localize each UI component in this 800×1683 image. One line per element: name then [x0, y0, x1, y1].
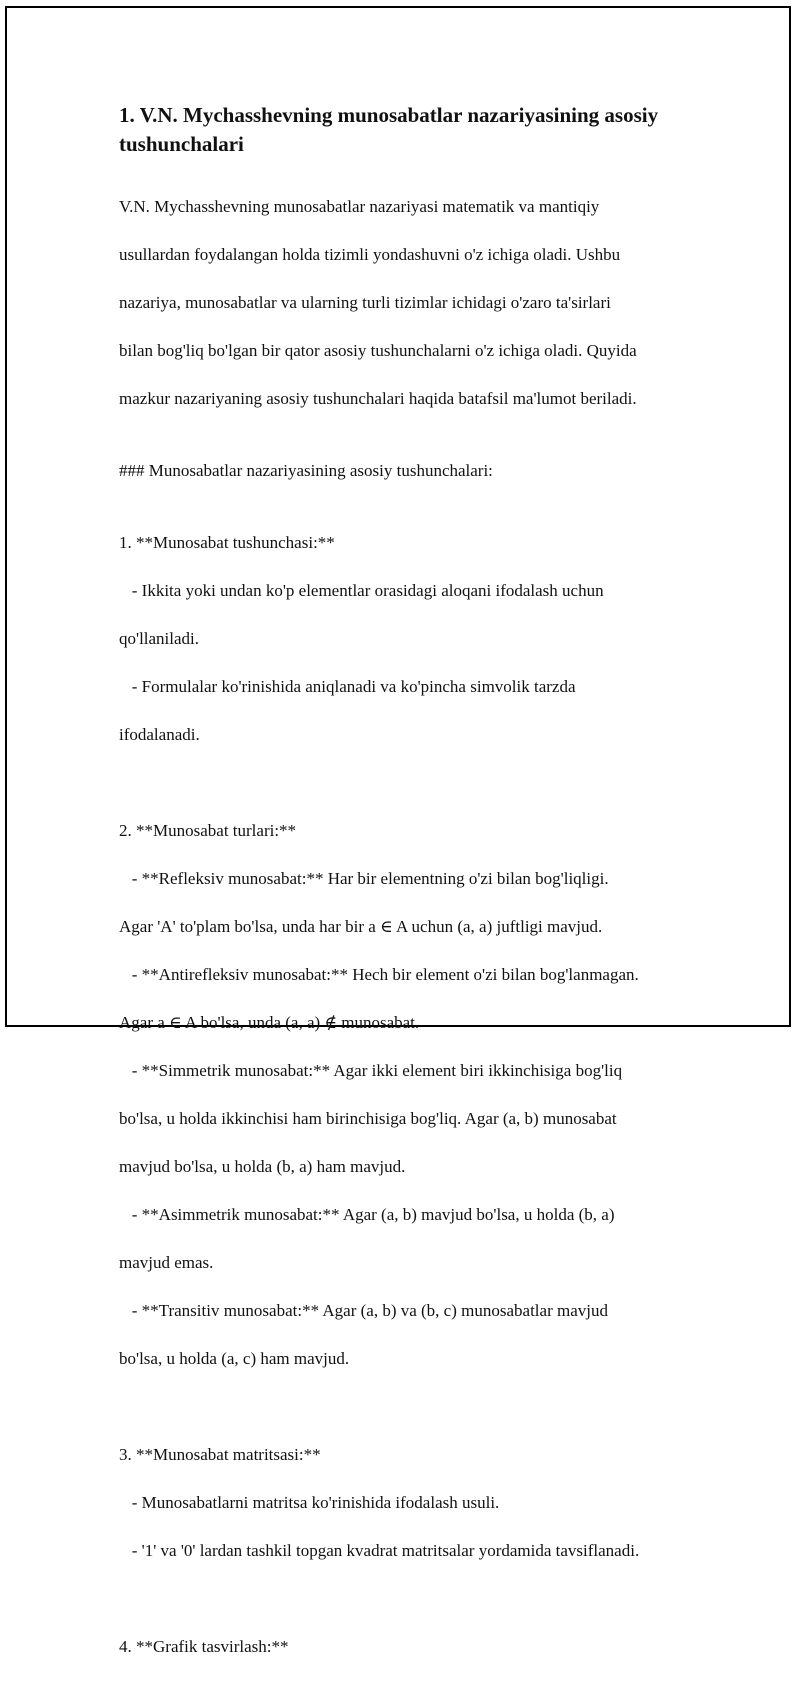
section-line: ifodalanadi. [119, 725, 200, 744]
spacer [119, 435, 719, 459]
intro-paragraph [119, 171, 719, 435]
section-line: - **Antirefleksiv munosabat:** Hech bir element o'zi bilan bog'lanmagan. [119, 965, 639, 984]
section-line: bo'lsa, u holda ikkinchisi ham birinchisiga bog'liq. Agar (a, b) munosabat [119, 1109, 617, 1128]
document-content [119, 101, 719, 1683]
section-munosabat-tushunchasi [119, 507, 719, 771]
section-munosabat-turlari [119, 795, 719, 1395]
intro-line: nazariya, munosabatlar va ularning turli tizimlar ichidagi o'zaro ta'sirlari [119, 293, 611, 312]
section-line: - **Simmetrik munosabat:** Agar ikki element biri ikkinchisiga bog'liq [119, 1061, 623, 1080]
subheading: ### Munosabatlar nazariyasining asosiy tushunchalari: [119, 461, 493, 480]
section-line: 4. **Grafik tasvirlash:** [119, 1637, 289, 1656]
section-line: 1. **Munosabat tushunchasi:** [119, 533, 335, 552]
spacer [119, 1587, 719, 1611]
document-title: 1. V.N. Mychasshevning munosabatlar nazariyasining asosiy tushunchalari [119, 103, 659, 156]
section-grafik-tasvirlash [119, 1611, 719, 1683]
section-line: Agar 'A' to'plam bo'lsa, unda har bir a ∈ A uchun (a, a) juftligi mavjud. [119, 917, 603, 936]
spacer [119, 1395, 719, 1419]
section-line: 3. **Munosabat matritsasi:** [119, 1445, 321, 1464]
intro-line: V.N. Mychasshevning munosabatlar nazariyasi matematik va mantiqiy [119, 197, 600, 216]
section-munosabat-matritsasi [119, 1419, 719, 1587]
section-line: - Munosabatlarni matritsa ko'rinishida ifodalash usuli. [119, 1493, 500, 1512]
spacer [119, 483, 719, 507]
section-line: qo'llaniladi. [119, 629, 200, 648]
section-line: - **Refleksiv munosabat:** Har bir elementning o'zi bilan bog'liqligi. [119, 869, 609, 888]
document-page [5, 6, 791, 1656]
spacer [119, 771, 719, 795]
intro-line: usullardan foydalangan holda tizimli yondashuvni o'z ichiga oladi. Ushbu [119, 245, 621, 264]
intro-line: mazkur nazariyaning asosiy tushunchalari haqida batafsil ma'lumot beriladi. [119, 389, 637, 408]
section-line: - Ikkita yoki undan ko'p elementlar orasidagi aloqani ifodalash uchun [119, 581, 604, 600]
section-line: mavjud emas. [119, 1253, 214, 1272]
section-line: Agar a ∈ A bo'lsa, unda (a, a) ∉ munosabat. [119, 1013, 420, 1032]
section-line: - **Asimmetrik munosabat:** Agar (a, b) mavjud bo'lsa, u holda (b, a) [119, 1205, 615, 1224]
section-line: - **Transitiv munosabat:** Agar (a, b) va (b, c) munosabatlar mavjud [119, 1301, 608, 1320]
section-line: - '1' va '0' lardan tashkil topgan kvadrat matritsalar yordamida tavsiflanadi. [119, 1541, 640, 1560]
intro-line: bilan bog'liq bo'lgan bir qator asosiy tushunchalarni o'z ichiga oladi. Quyida [119, 341, 637, 360]
section-line: mavjud bo'lsa, u holda (b, a) ham mavjud. [119, 1157, 406, 1176]
section-line: 2. **Munosabat turlari:** [119, 821, 297, 840]
section-line: bo'lsa, u holda (a, c) ham mavjud. [119, 1349, 350, 1368]
section-line: - Formulalar ko'rinishida aniqlanadi va ko'pincha simvolik tarzda [119, 677, 576, 696]
